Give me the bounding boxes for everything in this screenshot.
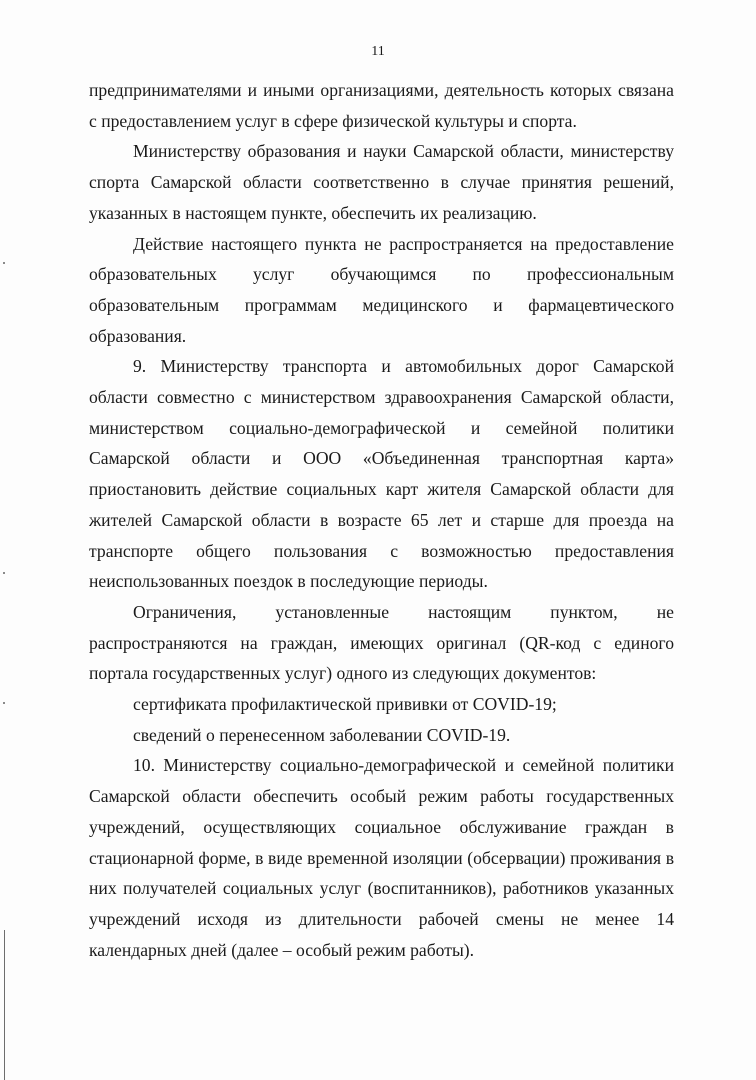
paragraph-restrictions: Ограничения, установленные настоящим пунктом, не распространяются на граждан, имеющих оригинал (QR-код с единого портала государственных услуг) одного из следующих документов: [89,601,674,684]
list-item-vaccination-certificate: сертификата профилактической прививки от COVID-19; [133,694,557,715]
document-body [89,75,674,965]
paragraph-continuation: предпринимателями и иными организациями, деятельность которых связана с предоставлением услуг в сфере физической культуры и спорта. [89,80,674,131]
scan-artifact-dot [3,262,5,264]
list-item-recovery-info: сведений о перенесенном заболевании COVID-19. [133,724,511,745]
paragraph-ministry-education: Министерству образования и науки Самарской области, министерству спорта Самарской области соответственно в случае принятия решений, указанных в настоящем пункте, обеспечить их реализацию. [89,141,674,223]
paragraph-exception: Действие настоящего пункта не распространяется на предоставление образовательных услуг обучающимся по профессиональным образовательным программам медицинского и фармацевтического образования. [89,233,674,346]
scan-artifact-dot [3,572,5,574]
scan-edge-line [4,930,5,1080]
paragraph-item-9: 9. Министерству транспорта и автомобильных дорог Самарской области совместно с министерством здравоохранения Самарской области, министерством социально-демографической и семейной политики Самарской области и ООО «Объединенная транспортная карта» приостановить действие социальных карт жителя Самарской области для жителей Самарской области в возрасте 65 лет и старше для проезда на транспорте общего пользования с возможностью предоставления неиспользованных поездок в последующие периоды. [89,356,674,592]
paragraph-item-10: 10. Министерству социально-демографической и семейной политики Самарской области обеспечить особый режим работы государственных учреждений, осуществляющих социальное обслуживание граждан в стационарной форме, в виде временной изоляции (обсервации) проживания в них получателей социальных услуг (воспитанников), работников указанных учреждений исходя из длительности рабочей смены не менее 14 календарных дней (далее – особый режим работы). [89,755,674,960]
page-number: 11 [371,44,385,59]
scan-artifact-dot [3,702,5,704]
